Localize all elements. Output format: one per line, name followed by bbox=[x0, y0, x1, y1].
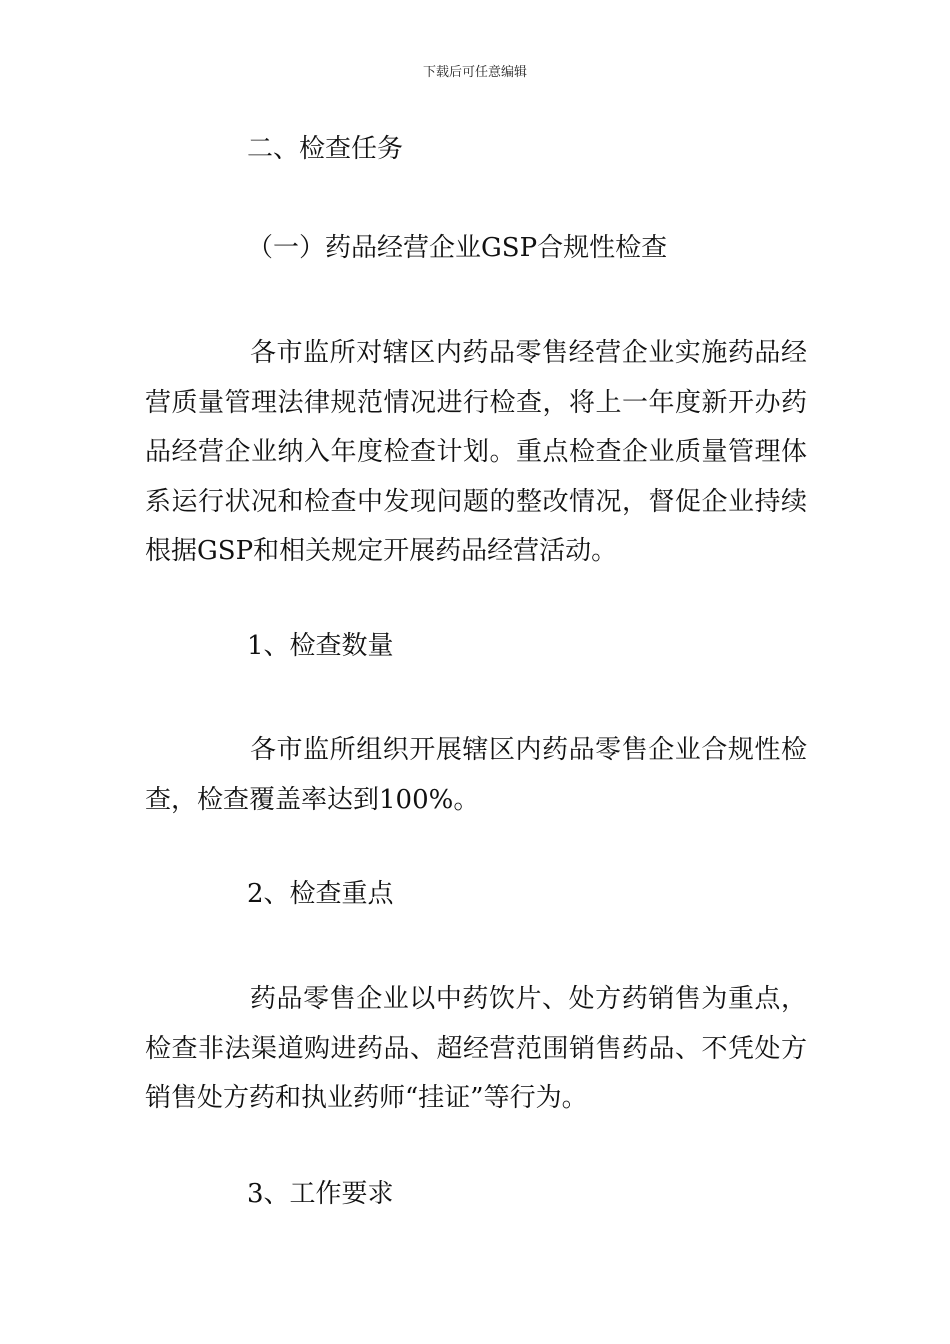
paragraph-inspection-scope: 各市监所对辖区内药品零售经营企业实施药品经营质量管理法律规范情况进行检查，将上一年度新开办药品经营企业纳入年度检查计划。重点检查企业质量管理体系运行状况和检查中发现问题的整改情况，督促企业持续根据GSP和相关规定开展药品经营活动。 bbox=[145, 338, 807, 566]
item-heading-inspection-quantity: 1、检查数量 bbox=[247, 631, 394, 661]
item-heading-work-requirements: 3、工作要求 bbox=[247, 1179, 394, 1209]
page-header-note: 下载后可任意编辑 bbox=[422, 65, 527, 80]
section-heading: 二、检查任务 bbox=[247, 134, 404, 164]
item-heading-inspection-focus: 2、检查重点 bbox=[247, 879, 394, 909]
subsection-heading: （一）药品经营企业GSP合规性检查 bbox=[247, 233, 668, 263]
paragraph-inspection-focus: 药品零售企业以中药饮片、处方药销售为重点，检查非法渠道购进药品、超经营范围销售药品、不凭处方销售处方药和执业药师“挂证”等行为。 bbox=[145, 984, 807, 1113]
paragraph-inspection-quantity: 各市监所组织开展辖区内药品零售企业合规性检查，检查覆盖率达到100%。 bbox=[145, 735, 807, 815]
